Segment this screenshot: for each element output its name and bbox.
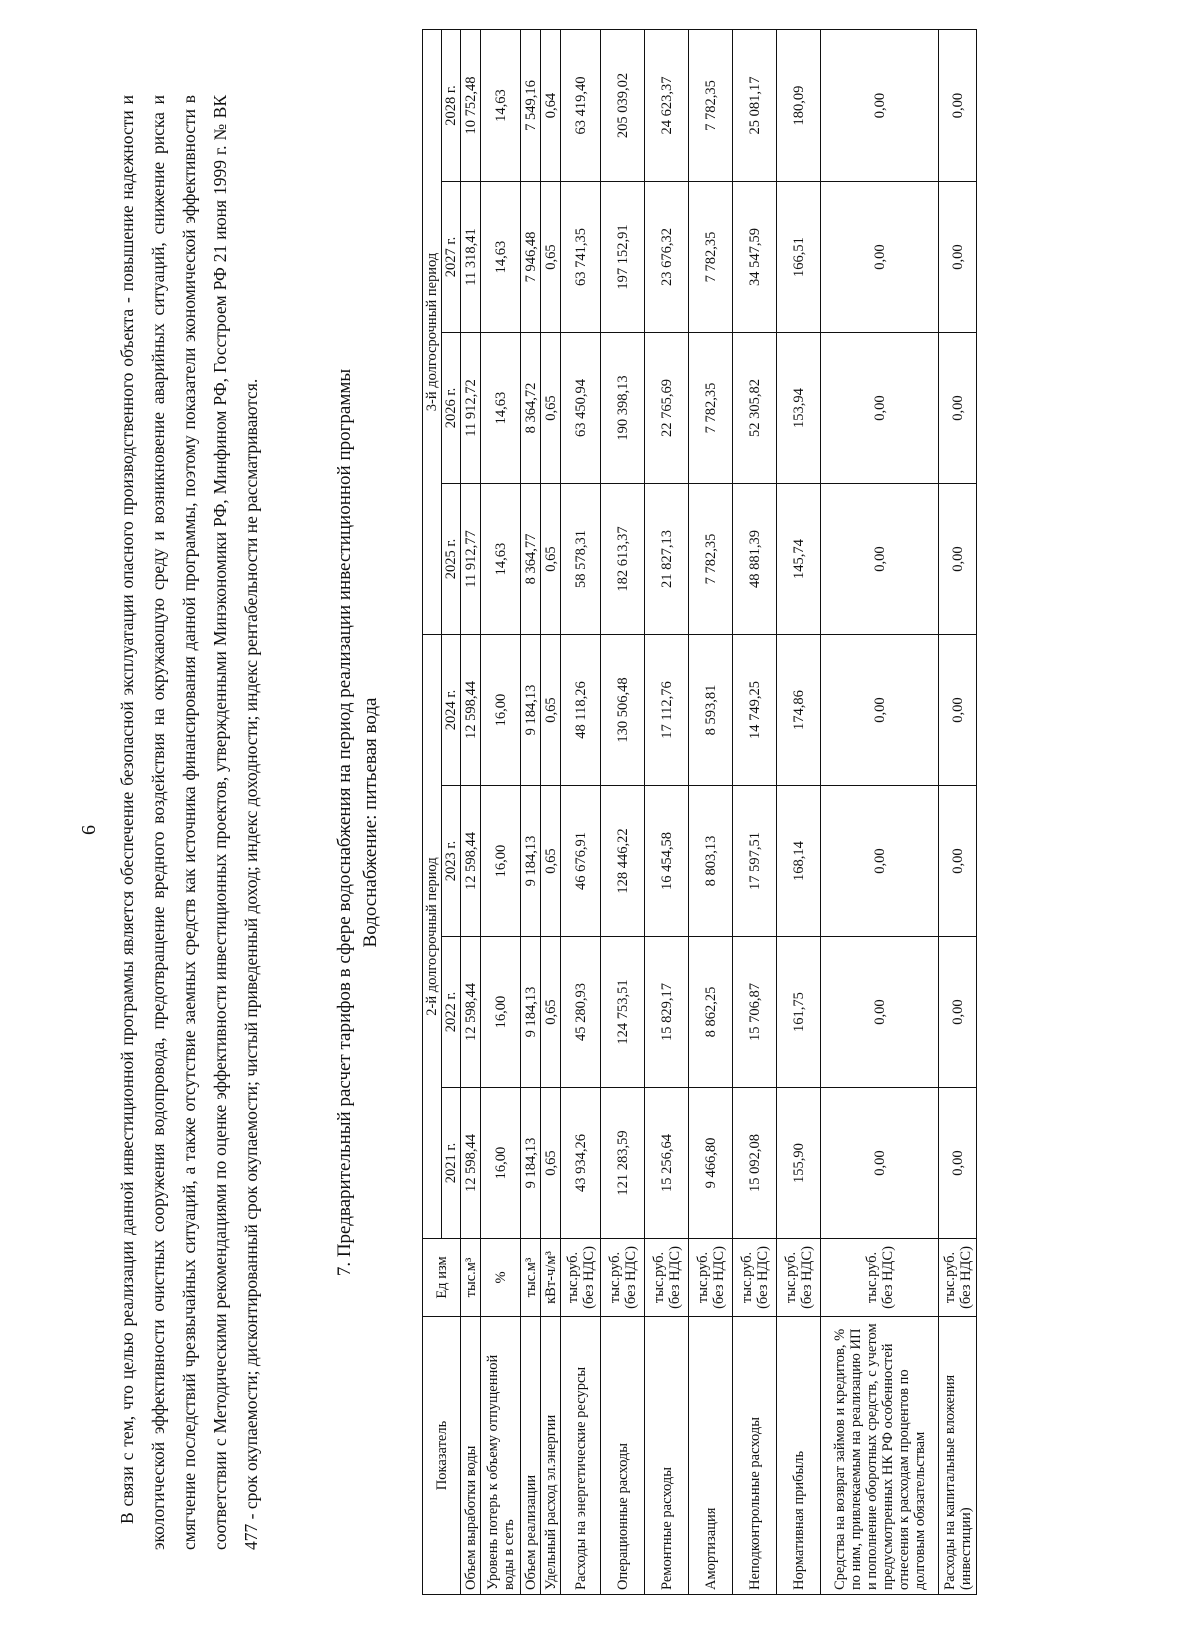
value-cell: 166,51 <box>777 182 821 333</box>
value-cell: 11 912,72 <box>461 333 481 484</box>
row-unit: тыс.руб. (без НДС) <box>601 1239 645 1317</box>
row-unit: тыс.руб. (без НДС) <box>821 1239 939 1317</box>
year-header: 2026 г. <box>442 333 461 484</box>
value-cell: 25 081,17 <box>733 30 777 182</box>
value-cell: 16,00 <box>481 635 521 786</box>
value-cell: 190 398,13 <box>601 333 645 484</box>
header-unit: Ед изм <box>423 1239 461 1317</box>
row-unit: % <box>481 1239 521 1317</box>
row-unit: тыс.руб. (без НДС) <box>645 1239 689 1317</box>
year-header: 2024 г. <box>442 635 461 786</box>
value-cell: 145,74 <box>777 484 821 635</box>
value-cell: 197 152,91 <box>601 182 645 333</box>
value-cell: 9 184,13 <box>521 1088 541 1239</box>
table-row <box>689 30 733 1595</box>
value-cell: 45 280,93 <box>561 937 601 1088</box>
value-cell: 155,90 <box>777 1088 821 1239</box>
value-cell: 0,65 <box>541 786 561 937</box>
value-cell: 11 318,41 <box>461 182 481 333</box>
value-cell: 15 092,08 <box>733 1088 777 1239</box>
table-row <box>561 30 601 1595</box>
row-label: Неподконтрольные расходы <box>733 1317 777 1595</box>
value-cell: 16,00 <box>481 786 521 937</box>
row-label: Операционные расходы <box>601 1317 645 1595</box>
value-cell: 8 803,13 <box>689 786 733 937</box>
value-cell: 0,00 <box>939 937 977 1088</box>
value-cell: 180,09 <box>777 30 821 182</box>
year-header: 2027 г. <box>442 182 461 333</box>
value-cell: 0,65 <box>541 182 561 333</box>
value-cell: 24 623,37 <box>645 30 689 182</box>
section-title: 7. Предварительный расчет тарифов в сфере водоснабжения на период реализации инвестиционной программы <box>334 368 355 1277</box>
value-cell: 161,75 <box>777 937 821 1088</box>
value-cell: 0,00 <box>821 786 939 937</box>
row-unit: тыс.руб. (без НДС) <box>689 1239 733 1317</box>
value-cell: 14,63 <box>481 333 521 484</box>
row-label: Средства на возврат займов и кредитов, % по ним, привлекаемым на реализацию ИП и пополнение оборотных средств, с учетом предусмотренных НК РФ особенностей отнесения к расходам процентов по долговым обязательствам <box>821 1317 939 1595</box>
value-cell: 48 881,39 <box>733 484 777 635</box>
value-cell: 7 946,48 <box>521 182 541 333</box>
value-cell: 7 782,35 <box>689 484 733 635</box>
value-cell: 153,94 <box>777 333 821 484</box>
value-cell: 0,00 <box>939 635 977 786</box>
value-cell: 12 598,44 <box>461 937 481 1088</box>
value-cell: 0,65 <box>541 937 561 1088</box>
table-body <box>461 30 977 1595</box>
value-cell: 16,00 <box>481 1088 521 1239</box>
value-cell: 48 118,26 <box>561 635 601 786</box>
value-cell: 0,64 <box>541 30 561 182</box>
value-cell: 0,65 <box>541 1088 561 1239</box>
value-cell: 22 765,69 <box>645 333 689 484</box>
page-number: 6 <box>78 825 100 835</box>
value-cell: 0,00 <box>821 1088 939 1239</box>
value-cell: 8 364,72 <box>521 333 541 484</box>
value-cell: 174,86 <box>777 635 821 786</box>
value-cell: 15 829,17 <box>645 937 689 1088</box>
value-cell: 14,63 <box>481 182 521 333</box>
value-cell: 17 597,51 <box>733 786 777 937</box>
value-cell: 0,65 <box>541 484 561 635</box>
header-period-2: 2-й долгосрочный период <box>423 635 442 1239</box>
row-unit: тыс.руб. (без НДС) <box>561 1239 601 1317</box>
value-cell: 0,00 <box>939 786 977 937</box>
section-heading <box>332 95 384 1550</box>
value-cell: 63 450,94 <box>561 333 601 484</box>
value-cell: 46 676,91 <box>561 786 601 937</box>
value-cell: 21 827,13 <box>645 484 689 635</box>
value-cell: 10 752,48 <box>461 30 481 182</box>
value-cell: 0,00 <box>821 182 939 333</box>
table-row <box>645 30 689 1595</box>
value-cell: 0,65 <box>541 635 561 786</box>
table-row <box>777 30 821 1595</box>
value-cell: 15 706,87 <box>733 937 777 1088</box>
value-cell: 0,00 <box>939 333 977 484</box>
value-cell: 0,00 <box>821 484 939 635</box>
value-cell: 63 741,35 <box>561 182 601 333</box>
value-cell: 8 593,81 <box>689 635 733 786</box>
value-cell: 12 598,44 <box>461 635 481 786</box>
value-cell: 58 578,31 <box>561 484 601 635</box>
value-cell: 14 749,25 <box>733 635 777 786</box>
value-cell: 9 184,13 <box>521 635 541 786</box>
year-header: 2021 г. <box>442 1088 461 1239</box>
value-cell: 9 466,80 <box>689 1088 733 1239</box>
value-cell: 0,00 <box>821 937 939 1088</box>
row-label: Амортизация <box>689 1317 733 1595</box>
value-cell: 12 598,44 <box>461 1088 481 1239</box>
row-label: Удельный расход эл.энергии <box>541 1317 561 1595</box>
row-label: Расходы на энергетические ресурсы <box>561 1317 601 1595</box>
row-label: Нормативная прибыль <box>777 1317 821 1595</box>
value-cell: 0,00 <box>821 30 939 182</box>
value-cell: 8 862,25 <box>689 937 733 1088</box>
value-cell: 121 283,59 <box>601 1088 645 1239</box>
value-cell: 182 613,37 <box>601 484 645 635</box>
value-cell: 16 454,58 <box>645 786 689 937</box>
value-cell: 34 547,59 <box>733 182 777 333</box>
row-label: Объем выработки воды <box>461 1317 481 1595</box>
row-unit: тыс.руб. (без НДС) <box>733 1239 777 1317</box>
value-cell: 17 112,76 <box>645 635 689 786</box>
table-row <box>821 30 939 1595</box>
value-cell: 16,00 <box>481 937 521 1088</box>
row-label: Расходы на капитальные вложения (инвестиции) <box>939 1317 977 1595</box>
value-cell: 130 506,48 <box>601 635 645 786</box>
header-period-3: 3-й долгосрочный период <box>423 30 442 635</box>
table-row <box>733 30 777 1595</box>
value-cell: 12 598,44 <box>461 786 481 937</box>
table-row <box>461 30 481 1595</box>
table-row <box>521 30 541 1595</box>
value-cell: 0,00 <box>821 635 939 786</box>
value-cell: 205 039,02 <box>601 30 645 182</box>
intro-paragraph: В связи с тем, что целью реализации данной инвестиционной программы является обеспечение безопасной эксплуатации опасного производственного объекта - повышение надежности и экологической эффективности очистных сооружения водопровода, предотвращение вредного воздействия на окружающую среду и возникновение аварийных ситуаций, снижение риска и смягчение последствий чрезвычайных ситуаций, а также отсутствие заемных средств как источника финансирования данной программы, поэтому показатели экономической эффективности в соответствии с Методическими рекомендациями по оценке эффективности инвестиционных проектов, утвержденными Минэкономики РФ, Минфином РФ, Госстроем РФ 21 июня 1999 г. № ВК 477 - срок окупаемости; дисконтированный срок окупаемости; чистый приведенный доход; индекс доходности; индекс рентабельности не рассматриваются. <box>117 95 261 1550</box>
value-cell: 63 419,40 <box>561 30 601 182</box>
value-cell: 7 782,35 <box>689 182 733 333</box>
row-label: Уровень потерь к объему отпущенной воды в сеть <box>481 1317 521 1595</box>
value-cell: 128 446,22 <box>601 786 645 937</box>
table-row <box>481 30 521 1595</box>
row-unit: кВт-ч/м³ <box>541 1239 561 1317</box>
value-cell: 11 912,77 <box>461 484 481 635</box>
value-cell: 15 256,64 <box>645 1088 689 1239</box>
row-label: Ремонтные расходы <box>645 1317 689 1595</box>
value-cell: 14,63 <box>481 30 521 182</box>
value-cell: 9 184,13 <box>521 786 541 937</box>
header-indicator: Показатель <box>423 1317 461 1595</box>
section-subtitle: Водоснабжение: питьевая вода <box>360 697 381 948</box>
row-unit: тыс.м³ <box>521 1239 541 1317</box>
value-cell: 7 782,35 <box>689 333 733 484</box>
value-cell: 14,63 <box>481 484 521 635</box>
row-unit: тыс.м³ <box>461 1239 481 1317</box>
tariff-table <box>422 29 977 1595</box>
table-row <box>939 30 977 1595</box>
value-cell: 124 753,51 <box>601 937 645 1088</box>
table-row <box>601 30 645 1595</box>
value-cell: 8 364,77 <box>521 484 541 635</box>
value-cell: 7 782,35 <box>689 30 733 182</box>
value-cell: 0,00 <box>939 484 977 635</box>
value-cell: 0,00 <box>939 1088 977 1239</box>
value-cell: 43 934,26 <box>561 1088 601 1239</box>
value-cell: 52 305,82 <box>733 333 777 484</box>
value-cell: 0,00 <box>939 30 977 182</box>
value-cell: 0,65 <box>541 333 561 484</box>
year-header: 2025 г. <box>442 484 461 635</box>
value-cell: 23 676,32 <box>645 182 689 333</box>
year-header: 2023 г. <box>442 786 461 937</box>
row-unit: тыс.руб. (без НДС) <box>939 1239 977 1317</box>
value-cell: 9 184,13 <box>521 937 541 1088</box>
row-unit: тыс.руб. (без НДС) <box>777 1239 821 1317</box>
table-row <box>541 30 561 1595</box>
year-header: 2022 г. <box>442 937 461 1088</box>
value-cell: 168,14 <box>777 786 821 937</box>
year-header: 2028 г. <box>442 30 461 182</box>
value-cell: 7 549,16 <box>521 30 541 182</box>
value-cell: 0,00 <box>939 182 977 333</box>
row-label: Объем реализации <box>521 1317 541 1595</box>
value-cell: 0,00 <box>821 333 939 484</box>
